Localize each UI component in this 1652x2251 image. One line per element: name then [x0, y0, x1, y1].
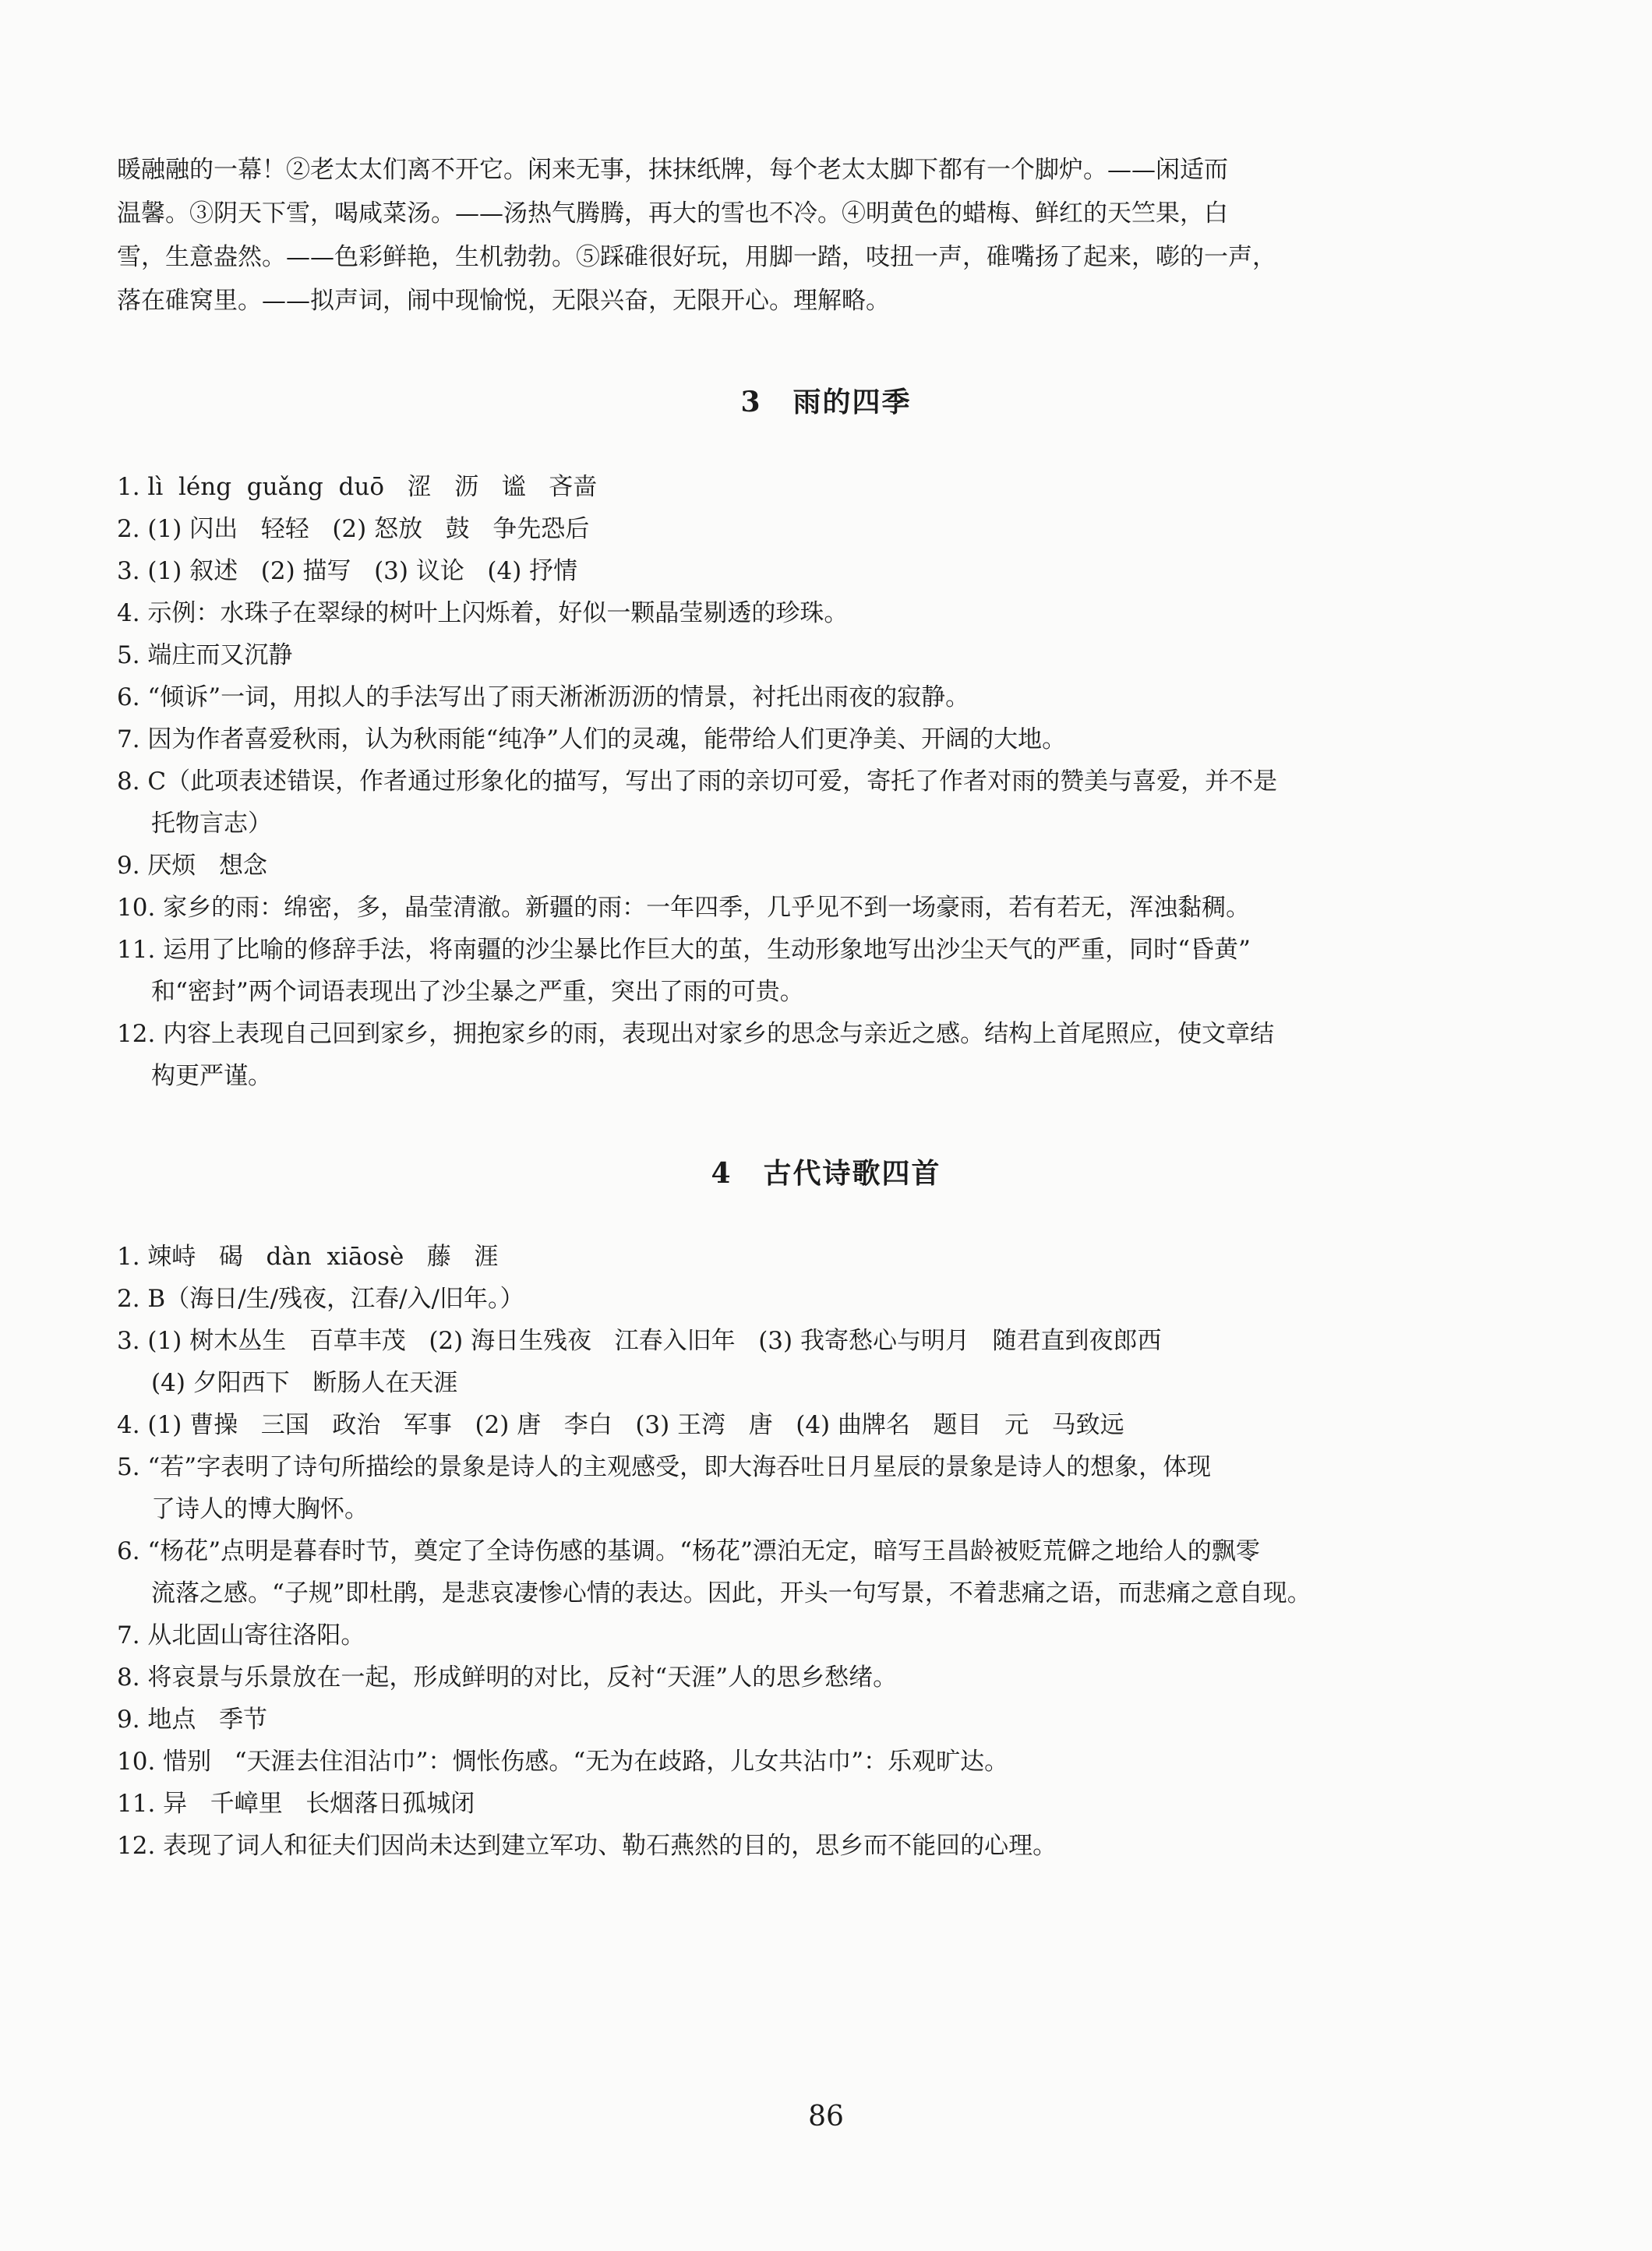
answer-item: 2. (1) 闪出 轻轻 (2) 怒放 鼓 争先恐后 — [117, 515, 590, 543]
answer-continuation-line: 和“密封”两个词语表现出了沙尘暴之严重，突出了雨的可贵。 — [151, 978, 804, 1006]
section-3-answers — [117, 466, 1527, 1097]
answer-item: 11. 异 千嶂里 长烟落日孤城闭 — [117, 1790, 475, 1818]
answer-item: 6. “倾诉”一词，用拟人的手法写出了雨天淅淅沥沥的情景，衬托出雨夜的寂静。 — [117, 683, 970, 711]
answer-item: 1. 竦峙 碣 dàn xiāosè 藤 涯 — [117, 1243, 499, 1271]
intro-line: 落在碓窝里。——拟声词，闹中现愉悦，无限兴奋，无限开心。理解略。 — [117, 287, 890, 315]
answer-item: 1. lì léng guǎng duō 涩 沥 谧 吝啬 — [117, 473, 598, 501]
section-4-number: 4 — [711, 1157, 732, 1190]
answer-item: 6. “杨花”点明是暮春时节，奠定了全诗伤感的基调。“杨花”漂泊无定，暗写王昌龄被贬荒僻之地给人的飘零 — [117, 1537, 1260, 1565]
answer-continuation-line: 托物言志） — [151, 810, 272, 838]
answer-item: 10. 惜别 “天涯去住泪沾巾”：惆怅伤感。“无为在歧路，儿女共沾巾”：乐观旷达。 — [117, 1748, 1009, 1776]
answer-item: 8. C（此项表述错误，作者通过形象化的描写，写出了雨的亲切可爱，寄托了作者对雨的赞美与喜爱，并不是 — [117, 767, 1278, 796]
answer-item: 12. 表现了词人和征夫们因尚未达到建立军功、勒石燕然的目的，思乡而不能回的心理。 — [117, 1832, 1057, 1860]
answer-item: 3. (1) 叙述 (2) 描写 (3) 议论 (4) 抒情 — [117, 557, 578, 585]
answer-continuation-line: (4) 夕阳西下 断肠人在天涯 — [151, 1369, 458, 1397]
answer-item: 5. “若”字表明了诗句所描绘的景象是诗人的主观感受，即大海吞吐日月星辰的景象是诗人的想象，体现 — [117, 1453, 1212, 1481]
answer-item: 7. 从北固山寄往洛阳。 — [117, 1621, 365, 1649]
answer-item: 12. 内容上表现自己回到家乡，拥抱家乡的雨，表现出对家乡的思念与亲近之感。结构上首尾照应，使文章结 — [117, 1020, 1275, 1048]
answer-item: 8. 将哀景与乐景放在一起，形成鲜明的对比，反衬“天涯”人的思乡愁绪。 — [117, 1664, 898, 1692]
section-3-number: 3 — [740, 386, 762, 418]
answer-continuation-line: 流落之感。“子规”即杜鹃，是悲哀凄惨心情的表达。因此，开头一句写景，不着悲痛之语，而悲痛之意自现。 — [151, 1579, 1311, 1607]
answer-continuation-line: 了诗人的博大胸怀。 — [151, 1495, 369, 1523]
answer-item: 9. 厌烦 想念 — [117, 852, 267, 880]
answer-item: 3. (1) 树木丛生 百草丰茂 (2) 海日生残夜 江春入旧年 (3) 我寄愁心与明月 随君直到夜郎西 — [117, 1327, 1162, 1355]
answer-item: 4. 示例：水珠子在翠绿的树叶上闪烁着，好似一颗晶莹剔透的珍珠。 — [117, 599, 849, 627]
intro-line: 雪，生意盎然。——色彩鲜艳，生机勃勃。⑤踩碓很好玩，用脚一踏，吱扭一声，碓嘴扬了起来，嘭的一声， — [117, 243, 1276, 271]
answer-item: 5. 端庄而又沉静 — [117, 641, 293, 669]
section-3-title: 雨的四季 — [792, 386, 912, 418]
answer-item: 7. 因为作者喜爱秋雨，认为秋雨能“纯净”人们的灵魂，能带给人们更净美、开阔的大地。 — [117, 725, 1067, 753]
page-number: 86 — [808, 2101, 844, 2133]
intro-line: 温馨。③阴天下雪，喝咸菜汤。——汤热气腾腾，再大的雪也不冷。④明黄色的蜡梅、鲜红的天竺果，白 — [117, 199, 1228, 228]
section-4-heading — [0, 1152, 1652, 1191]
intro-line: 暖融融的一幕！②老太太们离不开它。闲来无事，抹抹纸牌，每个老太太脚下都有一个脚炉。——闲适而 — [117, 156, 1228, 184]
answer-item: 11. 运用了比喻的修辞手法，将南疆的沙尘暴比作巨大的茧，生动形象地写出沙尘天气的严重，同时“昏黄” — [117, 936, 1251, 964]
section-3-heading — [0, 380, 1652, 420]
section-4-answers — [117, 1236, 1527, 1867]
answer-continuation-line: 构更严谨。 — [151, 1062, 272, 1090]
answer-item: 10. 家乡的雨：绵密，多，晶莹清澈。新疆的雨：一年四季，几乎见不到一场豪雨，若有若无，浑浊黏稠。 — [117, 894, 1251, 922]
intro-paragraph — [117, 148, 1527, 323]
section-4-title: 古代诗歌四首 — [763, 1157, 941, 1190]
answer-item: 9. 地点 季节 — [117, 1706, 267, 1734]
answer-item: 4. (1) 曹操 三国 政治 军事 (2) 唐 李白 (3) 王湾 唐 (4) 曲牌名 题目 元 马致远 — [117, 1411, 1124, 1439]
answer-item: 2. B（海日/生/残夜，江春/入/旧年。） — [117, 1285, 524, 1313]
